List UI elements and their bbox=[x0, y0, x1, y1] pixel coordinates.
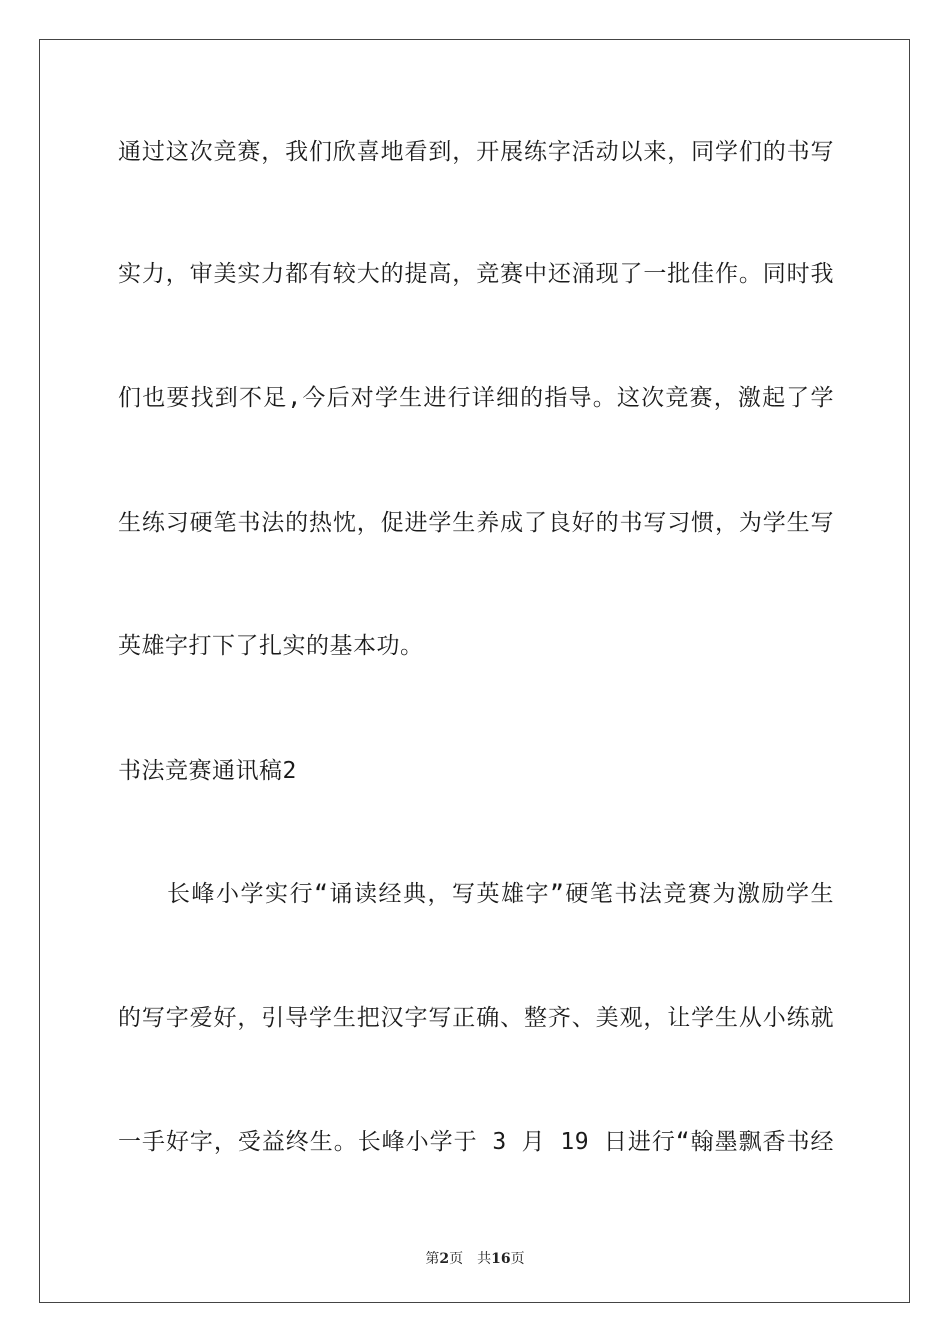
section-title: 书法竞赛通讯稿2 bbox=[118, 758, 297, 784]
footer-page-number: 2 bbox=[439, 1251, 450, 1267]
paragraph-line: 的写字爱好，引导学生把汉字写正确、整齐、美观，让学生从小练就 bbox=[118, 1005, 834, 1031]
page-border bbox=[39, 39, 910, 1303]
paragraph-line: 一手好字，受益终生。长峰小学于 3 月 19 日进行“翰墨飘香书经 bbox=[118, 1129, 834, 1155]
paragraph-line: 英雄字打下了扎实的基本功。 bbox=[118, 633, 424, 659]
paragraph-line: 实力，审美实力都有较大的提高，竞赛中还涌现了一批佳作。同时我 bbox=[118, 261, 834, 287]
footer-total-prefix: 共 bbox=[477, 1251, 492, 1267]
paragraph-line: 们也要找到不足,今后对学生进行详细的指导。这次竞赛，激起了学 bbox=[118, 385, 834, 411]
paragraph-line: 长峰小学实行“诵读经典，写英雄字”硬笔书法竞赛为激励学生 bbox=[118, 881, 834, 907]
paragraph-line: 生练习硬笔书法的热忱，促进学生养成了良好的书写习惯，为学生写 bbox=[118, 510, 834, 536]
page-footer bbox=[0, 1248, 950, 1268]
paragraph-line: 通过这次竞赛，我们欣喜地看到，开展练字活动以来，同学们的书写 bbox=[118, 139, 834, 165]
footer-total-pages: 16 bbox=[491, 1251, 511, 1267]
footer-total-suffix: 页 bbox=[510, 1251, 525, 1267]
footer-page-prefix: 第 bbox=[425, 1251, 440, 1267]
footer-page-suffix: 页 bbox=[449, 1251, 464, 1267]
